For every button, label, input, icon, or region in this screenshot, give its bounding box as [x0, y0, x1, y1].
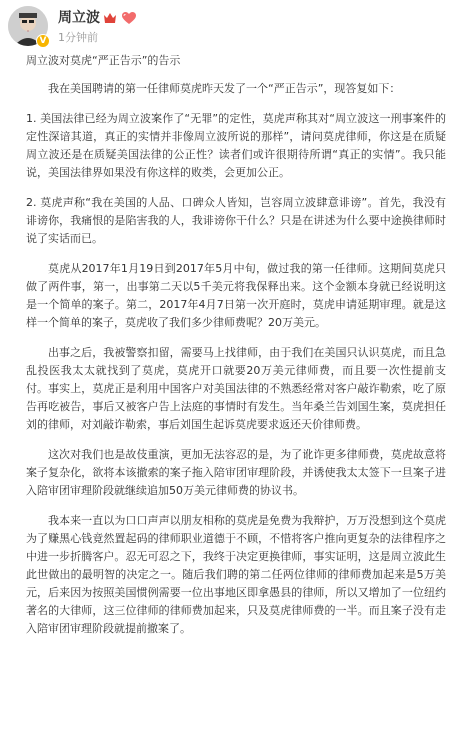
post-paragraph: 2. 莫虎声称“我在美国的人品、口碑众人皆知，岂容周立波肆意诽谤”。首先，我没有诽谤你，我痛恨的是陷害我的人，我诽谤你干什么？只是在讲述为什么要中途换律师时说了实话而已。: [26, 196, 446, 245]
user-name[interactable]: 周立波: [58, 10, 100, 26]
post-paragraph: 我本来一直以为口口声声以朋友相称的莫虎是免费为我辩护，万万没想到这个莫虎为了赚黑心钱竟然置起码的律师职业道德于不顾，不惜将客户推向更复杂的法律程序之中进一步折腾客户。忍无可忍之下，我终于决定更换律师，事实证明，这是周立波此生此世做出的最明智的决定之一。随后我们聘的第二任两位律师的律师费加起来是5万美元，后来因为按照美国惯例需要一位出事地区即拿愚县的律师，所以又增加了一位纽约著名的大律师，这三位律师的律师费加起来，只及莫虎律师费的一半。而且案子没有走入陪审团审理阶段就提前撤案了。: [26, 514, 446, 635]
post-content: [26, 52, 446, 650]
verified-badge-icon: V: [36, 34, 50, 48]
post-intro: 周立波对莫虎“严正告示”的告示: [26, 54, 181, 67]
post-paragraph: 出事之后，我被警察扣留，需要马上找律师，由于我们在美国只认识莫虎，而且急乱投医我太太就找到了莫虎，莫虎开口就要20万美元律师费，而且要一次性提前支付。事实上，莫虎正是利用中国客户对美国法律的不熟悉经常对客户敲诈勒索，吃了原告再吃被告，事后又被客户告上法庭的事情时有发生。当年桑兰告刘国生案，莫虎担任刘的律师，对刘敲诈勒索，事后刘国生起诉莫虎要求返还天价律师费。: [26, 346, 446, 431]
post-paragraph: 1. 美国法律已经为周立波案作了“无罪”的定性，莫虎声称其对“周立波这一刑事案件的定性深谙其道，真正的实情并非像周立波所说的那样”，请问莫虎律师，你这是在质疑周立波还是在质疑美国法律的公正性？读者们或许很期待所谓“真正的实情”。我只能说，美国法律界如果没有你这样的败类，会更加公正。: [26, 112, 446, 179]
post-paragraph: 莫虎从2017年1月19日到2017年5月中旬，做过我的第一任律师。这期间莫虎只做了两件事，第一，出事第二天以5千美元将我保释出来。这个金额本身就已经说明这是一个简单的案子。第二，2017年4月7日第一次开庭时，莫虎申请延期审理。就是这样一个简单的案子，莫虎收了我们多少律师费呢？20万美元。: [26, 262, 446, 329]
post-paragraph: 我在美国聘请的第一任律师莫虎昨天发了一个“严正告示”，现答复如下：: [48, 82, 401, 95]
vip-crown-icon[interactable]: [103, 12, 117, 24]
heart-icon[interactable]: [121, 11, 137, 25]
post-timestamp[interactable]: 1分钟前: [58, 31, 98, 44]
post-header: [8, 6, 448, 50]
post-paragraph: 这次对我们也是故伎重演，更加无法容忍的是，为了讹诈更多律师费，莫虎故意将案子复杂化，欲将本该撤索的案子拖入陪审团审理阶段，并诱使我太太签下一旦案子进入陪审团审理阶段就继续追加50万美元律师费的协议书。: [26, 448, 446, 497]
